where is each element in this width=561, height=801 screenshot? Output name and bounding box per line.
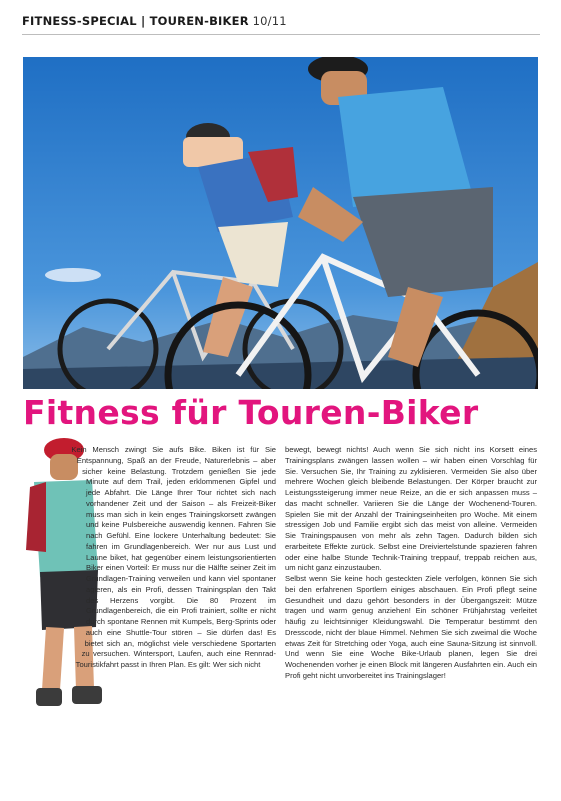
body-column-left — [24, 445, 276, 707]
body-paragraph-2: bewegt, bewegt nichts! Auch wenn Sie sich nicht ins Korsett eines Trainingsplans zwängen lassen wollen – wir haben einen Vorschlag für Sie. Versuchen Sie, Ihr Training zu zyklisieren. Vermeiden Sie also über mehrere Wochen gleich bleibende Belastungen. Der Körper braucht zur Leistungssteigerung immer neue Reize, an die er sich anpassen muss – das macht schneller. Variieren Sie die Länge der Wochenend-Touren. Spielen Sie mit der Anzahl der Trainingseinheiten pro Woche. Mit einem stressigen Job und Familie ergibt sich das meist von alleine. Vermeiden Sie Trainingspausen von mehr als zehn Tagen. Dadurch bilden sich erarbeitete Effekte zurück. Selbst eine Dreiviertelstunde spazieren fahren oder eine halbe Stunde Technik-Training treppauf, treppab reichen aus, um nicht ganz einzustauben. — [285, 445, 537, 573]
header-rule — [22, 34, 540, 35]
topic-label: TOUREN-BIKER — [149, 14, 249, 28]
body-column-right — [285, 445, 537, 707]
body-paragraph-1: Kein Mensch zwingt Sie aufs Bike. Biken ist für Sie Entspannung, Spaß an der Freude, Naturerlebnis – aber sicher keine Belastung. Trotzdem genießen Sie jede Minute auf dem Trail, jeden erklommenen Gipfel und jede Abfahrt. Die Länge Ihrer Tour richtet sich nach vorhandener Zeit und der Saison – als Freizeit-Biker muss man sich in kein enges Trainingskorsett zwängen und keine Pulsbereiche auswendig kennen. Fahren Sie nach Gefühl. Eine lockere Unterhaltung bedeutet: Sie fahren im Grundlagenbereich. Wer nur aus Lust und Laune biket, hat gegenüber einem leistungsorientierten Biker einen Vorteil: Er muss nur die Hälfte seiner Zeit im Grundlagen-Training verweilen und kann viel spontaner agieren, als ein Profi, dessen Trainingsplan den Takt des Herzens vorgibt. Die 80 Prozent im Grundlagenbereich, die ein Profi trainiert, sollte er nicht durch spontane Rennen mit Kumpels, Berg-Sprints oder auch eine Shuttle-Tour stören – Sie dürfen das! Es bietet sich an, möglichst viele verschiedene Sportarten zu versuchen. Wintersport, Laufen, auch eine Rennrad-Touristikfahrt passt in Ihren Plan. Es gilt: Wer sich nicht — [71, 445, 276, 669]
header-separator: | — [136, 14, 150, 28]
hero-photo — [23, 57, 538, 389]
text-wrap-spacer — [24, 445, 86, 681]
running-header — [22, 14, 542, 34]
body-paragraph-3: Selbst wenn Sie keine hoch gesteckten Ziele verfolgen, können Sie sich bei den erfahrenen Sportlern einiges abschauen. Ein Profi pflegt seine Gesundheit und dazu gehört besonders in der Übergangszeit: Mütze tragen und warm genug anziehen! Ein schöner Frühjahrstag verleitet häufig zu leichtsinniger Kleidungswahl. Die Temperatur bestimmt den Dresscode, nicht der blaue Himmel. Nehmen Sie sich zweimal die Woche etwas Zeit für Stretching oder Yoga, auch eine Sauna-Sitzung ist sinnvoll. Und wenn Sie eine Woche Bike-Urlaub planen, legen Sie drei Wochenenden vorher je einen Block mit längeren Ausfahrten ein. Auch ein Profi geht nicht unvorbereitet ins Trainingslager! — [285, 574, 537, 680]
section-label: FITNESS-SPECIAL — [22, 14, 137, 28]
mountain-bikers-illustration — [23, 57, 538, 389]
article-title: Fitness für Touren-Biker — [23, 393, 479, 432]
page-number: 10/11 — [252, 14, 287, 28]
